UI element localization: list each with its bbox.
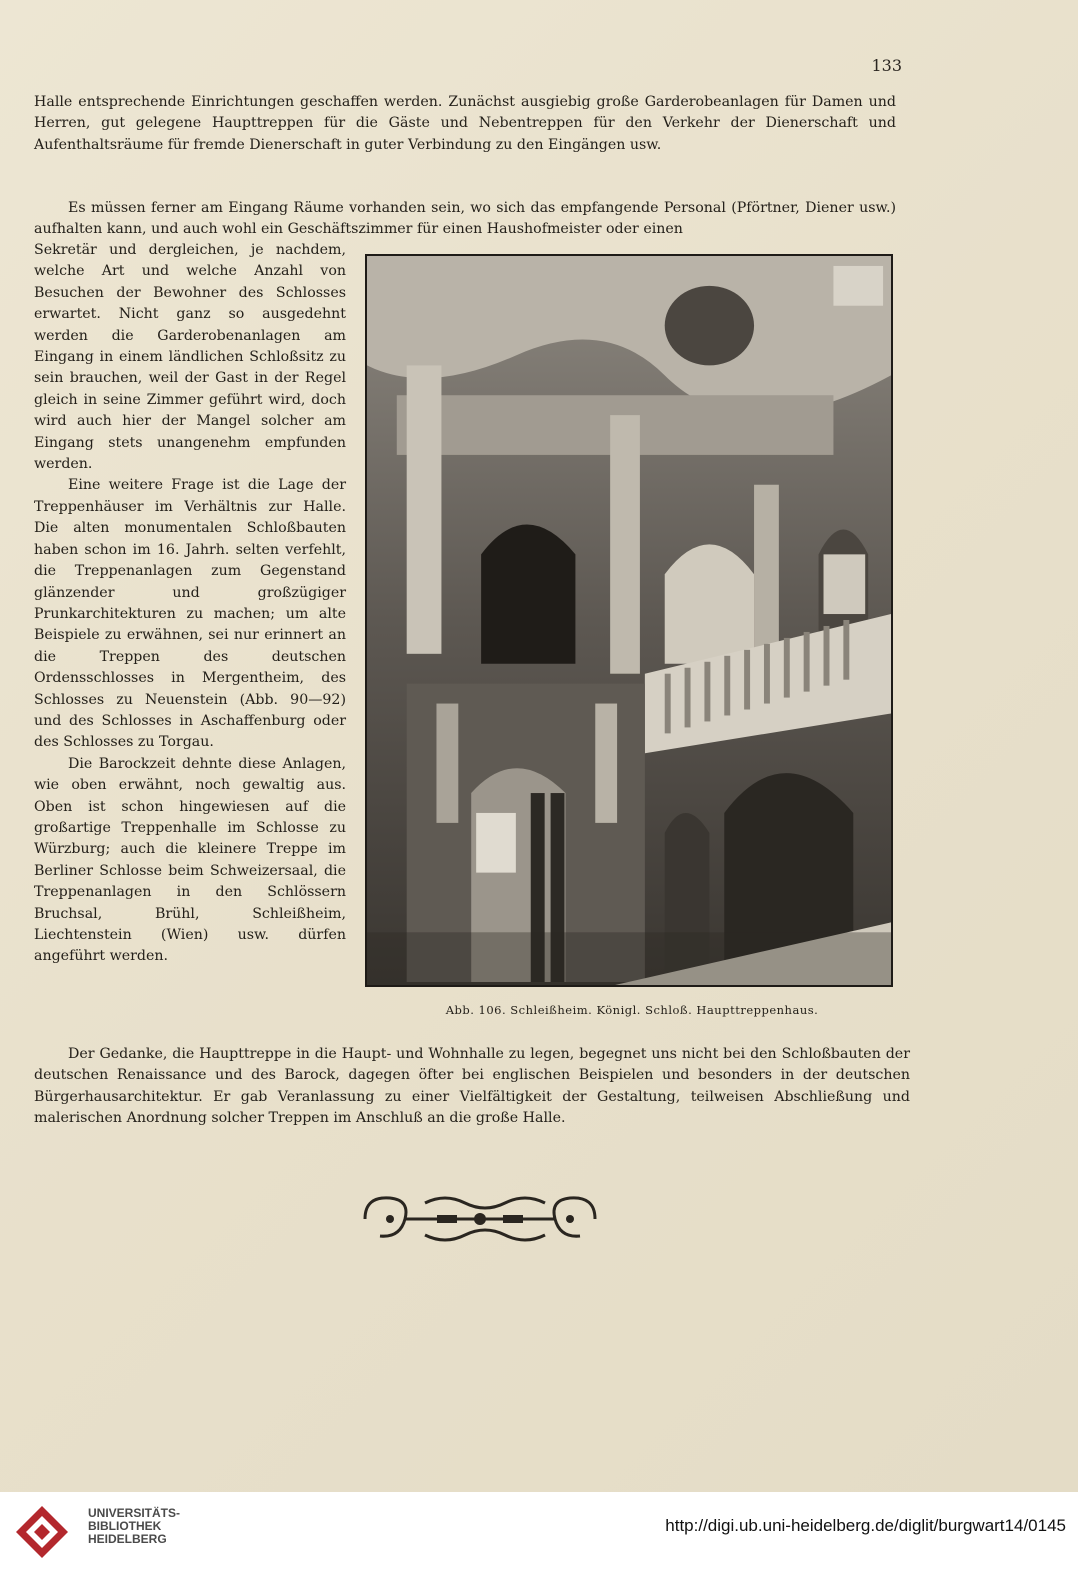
paragraph-1: Halle entsprechende Einrichtungen geschaffen werden. Zunächst ausgiebig große Garderobeanlagen für Damen und Herren, gut gelegene Haupttreppen für die Gäste und Nebentreppen für den Verkehr der Dienerschaft und Aufenthaltsräume für fremde Dienerschaft in guter Verbindung zu den Eingängen usw. <box>34 94 896 153</box>
university-library-logo-icon <box>12 1502 72 1562</box>
paragraph-3: Eine weitere Frage ist die Lage der Treppenhäuser im Verhältnis zur Halle. Die alten monumentalen Schloßbauten haben schon im 16. Jahrh. selten verfehlt, die Treppenanlagen zum Gegenstand glänzender und großzügiger Prunkarchitekturen zu machen; um alte Beispiele zu erwähnen, sei nur erinnert an die Treppen des deutschen Ordensschlosses in Mergentheim, des Schlosses zu Neuenstein (Abb. 90—92) und des Schlosses in Aschaffenburg oder des Schlosses zu Torgau. <box>34 477 346 751</box>
left-text-column <box>34 240 346 968</box>
paragraph-6: Der Gedanke, die Haupttreppe in die Haupt- und Wohnhalle zu legen, begegnet uns nicht bei den Schloßbauten der deutschen Renaissance und des Barock, dagegen öfter bei englischen Beispielen und besonders in der deutschen Bürgerhausarchitektur. Er gab Veranlassung zu einer Vielfältigkeit der Gestaltung, teilweisen Abschließung und malerischen Anordnung solcher Treppen im Anschluß an die große Halle. <box>34 1046 910 1127</box>
page-number: 133 <box>871 56 902 75</box>
decorative-ornament <box>355 1188 605 1250</box>
flourish-icon <box>355 1188 605 1250</box>
library-name <box>88 1507 180 1546</box>
library-name-line-1: UNIVERSITÄTS- <box>88 1506 181 1520</box>
paragraph-2: Es müssen ferner am Eingang Räume vorhanden sein, wo sich das empfangende Personal (Pförtner, Diener usw.) aufhalten kann, und auch wohl ein Geschäftszimmer für einen Haushofmeister oder einen <box>34 200 896 238</box>
paragraph-4: Die Barockzeit dehnte diese Anlagen, wie oben erwähnt, noch gewaltig aus. Oben ist schon hingewiesen auf die großartige Treppenhalle im Schlosse zu Würzburg; auch die kleinere Treppe im Berliner Schlosse beim Schweizersaal, die Treppenanlagen in den Schlössern Bruchsal, Brühl, Schleißheim, Liechtenstein (Wien) usw. dürfen angeführt werden. <box>34 755 346 965</box>
library-name-line-2: BIBLIOTHEK <box>88 1519 162 1533</box>
paragraph-2-continued: Sekretär und dergleichen, je nachdem, welche Art und welche Anzahl von Besuchen der Bewohner des Schlosses erwartet. Nicht ganz so ausgedehnt werden die Garderobenanlagen am Eingang in einem ländlichen Schloßsitz zu sein brauchen, weil der Gast in der Regel gleich in seine Zimmer geführt wird, doch wird auch hier der Mangel solcher am Eingang stets unangenehm empfunden werden. <box>34 242 346 473</box>
photo-illustration <box>367 256 891 985</box>
staircase-photograph <box>365 254 893 987</box>
source-url-link[interactable]: http://digi.ub.uni-heidelberg.de/diglit/burgwart14/0145 <box>665 1516 1066 1535</box>
figure-caption: Abb. 106. Schleißheim. Königl. Schloß. Haupttreppenhaus. <box>445 1003 819 1017</box>
library-name-line-3: HEIDELBERG <box>88 1532 167 1546</box>
library-footer <box>0 1492 1078 1571</box>
